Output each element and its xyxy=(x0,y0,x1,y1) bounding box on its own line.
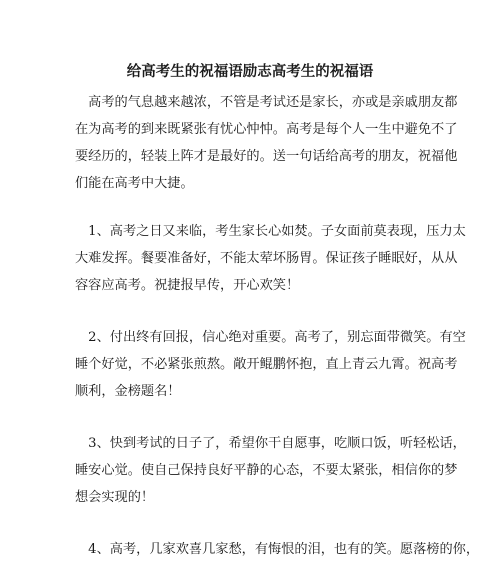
paragraph-blessing-3 xyxy=(75,430,466,511)
document-title: 给高考生的祝福语励志高考生的祝福语 xyxy=(126,63,374,80)
text-line: 2、付出终有回报，信心绝对重要。高考了，别忘面带微笑。有空 xyxy=(75,330,466,345)
text-line: 睡个好觉，不必紧张煎熬。敞开鲲鹏怀抱，直上青云九霄。祝高考 xyxy=(75,357,458,372)
text-line: 3、快到考试的日子了，希望你干自愿事，吃顺口饭，听轻松话， xyxy=(75,436,466,451)
paragraph-blessing-1 xyxy=(75,218,466,299)
paragraph-blessing-4 xyxy=(75,536,480,563)
text-line: 顺利，金榜题名！ xyxy=(75,384,181,399)
text-line: 容容应高考。祝捷报早传，开心欢笑！ xyxy=(75,278,300,293)
paragraph-intro xyxy=(75,89,458,197)
text-line: 们能在高考中大捷。 xyxy=(75,176,194,191)
text-line: 想会实现的！ xyxy=(75,490,155,505)
text-line: 4、高考，几家欢喜几家愁，有悔恨的泪，也有的笑。愿落榜的你， xyxy=(75,542,480,557)
text-line: 要经历的，轻装上阵才是最好的。送一句话给高考的朋友，祝福他 xyxy=(75,149,458,164)
text-line: 高考的气息越来越浓，不管是考试还是家长，亦或是亲戚朋友都 xyxy=(75,95,458,110)
paragraph-blessing-2 xyxy=(75,324,466,405)
text-line: 在为高考的到来既紧张有忧心忡忡。高考是每个人一生中避免不了 xyxy=(75,122,458,137)
text-line: 大难发挥。餐要准备好，不能太荤坏肠胃。保证孩子睡眠好，从从 xyxy=(75,251,458,266)
text-line: 1、高考之日又来临，考生家长心如焚。子女面前莫表现，压力太 xyxy=(75,224,466,239)
text-line: 睡安心觉。使自己保持良好平静的心态，不要太紧张，相信你的梦 xyxy=(75,463,458,478)
